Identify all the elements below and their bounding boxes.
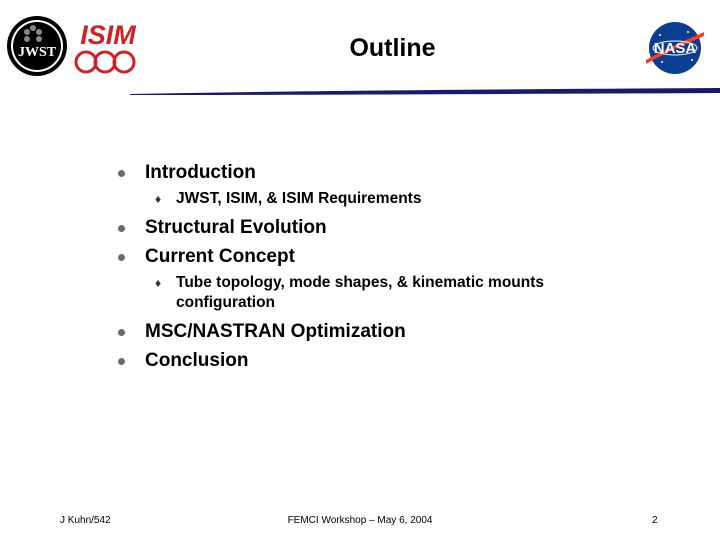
bullet-item: [118, 348, 678, 377]
slide-header: [0, 0, 720, 100]
sub-bullet-line: configuration: [176, 294, 276, 311]
bullet-text: Conclusion: [145, 350, 249, 371]
bullet-item: [118, 319, 678, 348]
bullet-dot-icon: [118, 254, 125, 261]
bullet-item: [118, 160, 678, 189]
bullet-dot-icon: [118, 358, 125, 365]
footer-event: FEMCI Workshop – May 6, 2004: [287, 515, 433, 526]
sub-bullet-item: [118, 273, 678, 313]
bullet-text: MSC/NASTRAN Optimization: [145, 321, 406, 342]
bullet-text: Structural Evolution: [145, 217, 327, 238]
slide-title: Outline: [349, 34, 436, 62]
nasa-logo: [642, 20, 708, 76]
sub-bullet-text: JWST, ISIM, & ISIM Requirements: [176, 190, 422, 207]
title-underline-bar: [130, 87, 720, 95]
footer-page-number: 2: [652, 515, 658, 526]
nasa-logo-text: NASA: [653, 40, 697, 57]
bullet-dot-icon: [118, 225, 125, 232]
bullet-text: Introduction: [145, 162, 256, 183]
bullet-dot-icon: [118, 170, 125, 177]
diamond-bullet-icon: ♦: [155, 192, 162, 206]
bullet-dot-icon: [118, 329, 125, 336]
sub-bullet-text: [176, 274, 544, 311]
bullet-list: [118, 160, 678, 377]
diamond-bullet-icon: ♦: [155, 276, 162, 290]
isim-logo-text: ISIM: [80, 20, 136, 50]
sub-bullet-item: [118, 189, 678, 209]
bullet-item: [118, 215, 678, 244]
sub-bullet-line: Tube topology, mode shapes, & kinematic mounts: [176, 274, 545, 291]
bullet-item: [118, 244, 678, 273]
bullet-text: Current Concept: [145, 246, 295, 267]
jwst-logo-text: JWST: [17, 45, 57, 60]
footer-author: J Kuhn/542: [60, 515, 111, 526]
